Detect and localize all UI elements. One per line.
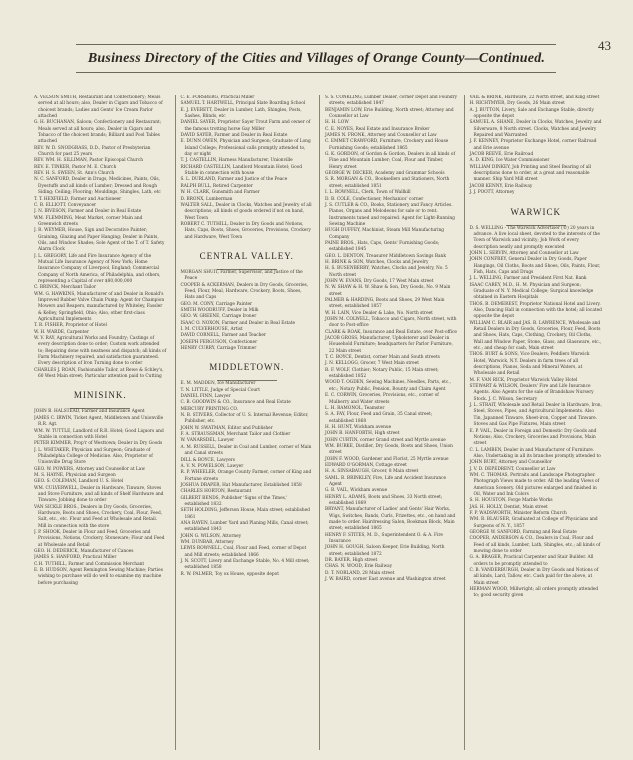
directory-entry: T. J. CASTELLIN, Harness Manufacturer, Unionville bbox=[180, 158, 293, 164]
directory-entry: DILL & BOYCE, Lawyers bbox=[180, 457, 235, 463]
directory-entry: C. BRINCK, Merchant Tailor bbox=[34, 285, 97, 291]
directory-entry: W. V. RAY, Agricultural Works and Foundry; Castings of every description done to order; Custom work attended to; Repairing done with neatness and dispatch; all kinds of Farm Machinery repaired, and satisfaction guaranteed. Every description of Iron Turning done to order bbox=[34, 336, 167, 367]
directory-entry: JOHN W. SWATMAN, Editor and Publisher bbox=[180, 425, 273, 431]
directory-entry: SAMUEL T. HARTWELL, Principal Slate Boarding School bbox=[180, 101, 306, 107]
directory-entry: T. C. BOYCE, Dentist, corner Main and South streets bbox=[325, 355, 440, 361]
directory-entry: REV. W. D. SNODGRASS, D.D., Pastor of Presbyterian Church for past 25 years bbox=[34, 145, 151, 158]
directory-entry: T. T. HEXFIELD, Farmer and Auctioneer bbox=[34, 196, 122, 202]
directory-entry: WM. W. TUTTLE, Landlord of R.R. Hotel; Good Liquors and Stable in connection with Hotel bbox=[34, 428, 164, 440]
section-header bbox=[34, 390, 167, 409]
directory-entry: DAVID CORNELL, Farmer and Teacher bbox=[180, 333, 267, 339]
directory-entry: ISAAC CAREY, M.D., H. M. Physician and Surgeon; Graduate of N. Y. Medical College; Surgical knowledge obtained in Eastern Hospitals bbox=[469, 282, 594, 301]
directory-entry: H. RICHTMYER, Dry Goods, 26 Main street bbox=[469, 101, 565, 107]
directory-entry: F. A. STRAUSSMAN, Merchant Tailor and Clothier bbox=[180, 432, 291, 438]
directory-entry: DANIEL SAYER, Proprietor Sayer Trout Farm and owner of the famous trotting horse Gay Miller bbox=[180, 120, 311, 132]
directory-entry: F. P. WADSWORTH, Minister Reform Church bbox=[469, 510, 567, 516]
directory-entry: HENRY CURRY, Carriage Trimmer bbox=[180, 346, 257, 352]
directory-entry: WM. G. HAWKINS, Manufacturer of and Dealer in Ronald's Improved Rubber Valve Chain Pump; Agent for Champion Mowers and Reapers, manufactured by Whiteley, Fassler & Kelley, Springfield, Ohio; Also, other first-class Agricultural Implements bbox=[34, 291, 165, 323]
directory-entry: D. BRONX, Lumberman bbox=[180, 196, 233, 202]
directory-entry: JOSHUA DRAPER, Hat Manufacturer, Established 1858 bbox=[180, 482, 302, 488]
directory-entry: J. N. KELLOGG, Grocer, 7 West Main street bbox=[325, 361, 419, 367]
directory-entry: THOS. BURT & SONS, Vice Dealers; Peddlers Warwick Hotel, Warwick, N.Y. Dealers in farm trees of all descriptions, Pianos, Soda and Mineral Waters, at Wholesale and Retail bbox=[469, 352, 590, 377]
directory-entry: J. V. D. DEPEDRENT, Counsellor at Law bbox=[469, 466, 556, 472]
directory-entry: C. EMMET CRAWFORD, Furniture, Crockery and House Furnishing Goods; established 1865 bbox=[325, 139, 449, 151]
directory-entry: ISAAC O. NOXON, Farmer and Dealer in Real Estate bbox=[180, 320, 296, 326]
directory-entry: C. E. NOYES, Real Estate and Insurance Broker bbox=[325, 126, 430, 132]
directory-entry: J. L. GREGORY, Life and Fire Insurance Agency of the Mutual Life Insurance Agency of New York; Home Insurance Company of Liverpool, England; Commercial Company of North America, of Philadelphia, and others, representing a Capital of over $80,000,000 bbox=[34, 253, 161, 284]
directory-entry: JOHN F. WOOD, Gardener and Florist, 25 Myrtle avenue bbox=[325, 456, 449, 462]
directory-entry: JOHN B. HANFORTH, High street bbox=[325, 431, 400, 437]
directory-entry: N. W. SHAW & H. W. Shaw & Son, Dry Goods, No. 9 Main street bbox=[325, 285, 451, 297]
directory-entry: D. B. COLE, Confectioner, Mechanics' corner bbox=[325, 196, 424, 202]
directory-entry: WM. B. BLAUSER, Graduated at College of Physicians and Surgeons of N. Y., 1857 bbox=[469, 517, 598, 529]
directory-entry: C. L. LAMBEN, Dealer in and Manufacturer of Furniture. Also, Undertaking in all its branches promptly attended to bbox=[469, 447, 601, 459]
directory-entry: C. B. ELLIOTT, Conveyancer bbox=[34, 202, 97, 208]
directory-entry: WALTER SALL, Dealer in Clocks, Watches and Jewelry of all descriptions; all kinds of goods ordered if not on hand, West Town bbox=[180, 202, 312, 221]
directory-entry: JACOB REEVE, Erie Railroad bbox=[469, 152, 534, 158]
directory-entry: WM. BURKE, Distiller, Dry Goods, Boots and Shoes, Union street bbox=[325, 443, 453, 456]
directory-entry: A. VELSON SMITH, Restaurant and Confectionery; Meals served at all hours; also, Dealer in Cigars and Tobacco of choicest brands; Ladies and Gents' Ice Cream Parlor attached bbox=[34, 95, 163, 120]
directory-entry: E. P. VAIL, Dealer in Foreign and Domestic Dry Goods and Notions; Also, Crockery, Groceries and Provisions, Main street bbox=[469, 428, 597, 447]
directory-entry: SAMUEL A. SHANE, Dealer in Clocks, Watches, Jewelry and Silverware, 8 North street. Clocks, Watches and Jewelry Repaired and Warranted bbox=[469, 120, 602, 139]
directory-entry: T. R. FISHER, Proprietor of Hotel bbox=[34, 323, 107, 329]
directory-entry: PAINE BROS., Hats, Caps, Gents' Furnishing Goods; established 1845 bbox=[325, 240, 440, 253]
directory-entry: WILLIAM C. BLAIR and JAS. B. LAWRENCE, Wholesale and Retail Dealers in Dry Goods, Groceries, Flour, Feed, Boots and Shoes, Hats, Caps, Clothing, Crockery, Oil Cloths, Wall and Window Paper, Stone, Glass, and Glassware, etc., etc.; and cheap for cash, Main street bbox=[469, 320, 602, 352]
directory-entry: JOHN B. HALSTEAD, Farmer and Insurance Agent bbox=[34, 409, 145, 415]
directory-entry: G. K. GORDON, of Gordon & Gordon, Dealers in all kinds of Fine and Mountain Lumber; Coal, Flour and Timber, Henry street bbox=[325, 152, 456, 170]
directory-entry: J. N. SCOTT, Livery and Exchange Stable, No. 4 Mill street; established 1858 bbox=[180, 559, 310, 571]
directory-entry: J. L. WELLING, Farmer and President First Nat. Bank bbox=[469, 276, 587, 282]
directory-entry: GEO. L. DENTON, Treasurer Middletown Savings Bank bbox=[325, 253, 446, 259]
directory-entry: WM. CULVERWELL, Dealer in Hardware, Tinware, Stoves and Stove Furniture, and all kinds of Shelf Hardware and Tinware; Jobbing done to order bbox=[34, 485, 164, 504]
directory-entry: CHAS. N. WOOD, Erie Railway bbox=[325, 564, 393, 570]
directory-entry: E. DUNN OWEN, Physician and Surgeon; Graduate of Long Island College; Professional calls promptly attended to, day or night bbox=[180, 139, 311, 158]
directory-column bbox=[175, 95, 314, 750]
directory-entry: S. R. MORGAN & CO., Booksellers and Stationers, North street; established 1851 bbox=[325, 177, 450, 189]
directory-entry: REV. E. TINKER, Pastor M. E. Church bbox=[34, 164, 117, 170]
directory-entry: W. H. WARDE, Carpenter bbox=[34, 329, 90, 335]
directory-entry: A. J. BUTTON, Livery, Sale and Exchange Stable, directly opposite the depot bbox=[469, 107, 594, 120]
directory-entry: GEO. W. GREENE, Carriage Ironer bbox=[180, 314, 257, 320]
directory-entry: J. P. SHOOK, Dealer in Flour and Feed, Groceries and Provisions, Notions, Crockery, Stoneware; Flour and Feed at Wholesale and Retail bbox=[34, 530, 165, 548]
directory-entry: J. L. STRAIT, Wholesale and Retail Dealer in Hardware, Iron, Steel, Stoves, Pipes, and Agricultural Implements. Also Tin, Japanned Tinware, Sheet-iron, Copper and Tinware. Stoves and Gas Pipe Fixtures, Main street bbox=[469, 403, 602, 428]
directory-entry: JOHN L. SERVIN, Attorney and Counsellor at Law bbox=[469, 250, 579, 256]
directory-entry: REV. H. S. SWEEN, St. Ann's Church bbox=[34, 171, 115, 177]
directory-entry: HERMAN WOOD, Millwright; all orders promptly attended to; good security given bbox=[469, 587, 599, 599]
section-header bbox=[181, 251, 314, 270]
directory-entry: ROBERT C. TUTHILL, Dealer in Dry Goods and Notions, Hats, Caps, Boots, Shoes, Groceries, Provisions, Crockery and Hardware, West Town bbox=[180, 221, 311, 240]
directory-entry: JACOB KENNY, Erie Railway bbox=[469, 183, 533, 189]
directory-entry: GEO. S. COLEMAN, Landlord U. S. Hotel bbox=[34, 479, 124, 485]
directory-entry: DANIEL FINN, Lawyer bbox=[180, 394, 231, 400]
directory-entry: L. H. RAMONOL, Teamster bbox=[325, 405, 385, 411]
directory-entry: C. B. VANDERBURGH, Dealer in Dry Goods and Notions of all kinds, Lard, Tallow, etc. Cash paid for the above, at Main street bbox=[469, 568, 599, 586]
directory-entry: I. L. ROWNELL, Clerk, Town of Wallkill bbox=[325, 190, 411, 196]
directory-entry: HUGH DUFFEY, Machinist, Steam Mill Manufacturing Company bbox=[325, 228, 445, 240]
directory-entry: CLARK & ROAK, Insurance and Real Estate, over Post-office bbox=[325, 329, 457, 335]
directory-entry: JAMES S. HANFORD, Practical Miller bbox=[34, 555, 117, 561]
directory-entry: J. N. IRVESON, Farmer and Dealer in Real Estate bbox=[34, 209, 142, 215]
directory-entry: S. H. HOUSTON, Forge Marble Works bbox=[469, 498, 553, 504]
directory-entry: C.H. TUTHILL, Farmer and Commission Merchant bbox=[34, 561, 145, 567]
directory-entry: H. H. LOW bbox=[325, 120, 349, 126]
directory-entry: E. C. CORWIN, Groceries, Provisions, etc., corner of Mulberry and Water streets bbox=[325, 393, 439, 405]
directory-entry: REV. WM. H. SILLIMAN, Pastor Episcopal Church bbox=[34, 158, 144, 164]
directory-entry: W. H. CLARK, Gunsmith and Farmer bbox=[180, 190, 260, 196]
directory-entry: LEWIS ROWNELL, Coal, Flour and Feed, corner of Depot and Mill streets; established 1866 bbox=[180, 546, 307, 558]
directory-columns bbox=[34, 95, 602, 750]
directory-entry: N. C. SANFORD, Dealer in Drugs, Medicines, Paints, Oils, Dyestuffs and all kinds of Lumber; Dressed and Rough Siding; Ceiling; Flooring; Mouldings, Shingles, Lath, etc bbox=[34, 177, 161, 196]
directory-entry: D. S. WELLING - The Warwick Advertiser (©) 20 years in advance. A live local sheet, devoted to the interests of the Town of Warwick and vicinity; Job Work of every description neatly and promptly executed bbox=[469, 225, 600, 250]
directory-entry: GEO. M. CONY, Carriage Painter bbox=[180, 301, 253, 307]
directory-entry: W. VANARSDEL, Lawyer bbox=[180, 438, 235, 444]
directory-entry: WOOD T. OGDEN, Sewing Machines, Needles, Parts, etc., etc.; Notary Public, Pension, Bounty and Claim Agent bbox=[325, 380, 452, 392]
directory-entry: BRYANT, Manufacturer of Ladies' and Gents' Hair Works, Wigs, Switches, Bands, Curls, Frizettes, etc., on hand and made to order. Hairdressing Salon, Bookman Block, Main street; established 1865 bbox=[325, 507, 456, 532]
directory-entry: E. B. HUDSON, Agent Remington Sewing Machine; Parties wishing to purchase will do well to examine my machine before purchasing bbox=[34, 568, 163, 586]
directory-entry: J. W. BAIRD, corner East avenue and Washington street bbox=[325, 577, 446, 583]
directory-entry: J. J. POOTT, Attorney bbox=[469, 190, 515, 196]
directory-entry: JAS. H. HOLLY, Dentist, Main street bbox=[469, 504, 548, 510]
directory-entry: EDWARD O'GORMAN, Cottage street bbox=[325, 462, 407, 468]
directory-entry: JOHN CONFREY, General Dealer in Dry Goods, Paper Hangings, Oil Cloths, Boots and Shoes, Oils, Paints, Flour, Fish, Hats, Caps and Drugs bbox=[469, 257, 601, 275]
directory-entry: J. R. WEYMER, House, Sign and Decorative Painter; Graining, Glazing and Paper Hanging; Dealer in Paints, Oils, and Window Shades; Sole Agent of the T. of T. Safety Alarm Clock bbox=[34, 228, 165, 253]
directory-entry: S. S. CONKLING, Lumber Dealer, corner Depot and Foundry streets; established 1847 bbox=[325, 95, 458, 107]
directory-entry: THOS. B. DEMEREST, Proprietor National Hotel and Livery. Also, Dancing Hall in connection with the hotel; all located opposite the depot bbox=[469, 301, 602, 320]
page-title: Business Directory of the Cities and Villages of Orange County—Continued. bbox=[87, 51, 546, 66]
header-rule-top bbox=[76, 44, 556, 45]
directory-entry: A. D. KING, Ice Water Commissioner bbox=[469, 158, 550, 164]
directory-entry: SMITH WOODRUFF, Dealer in Milk bbox=[180, 307, 259, 313]
directory-entry: COOPER, ANDERSON & CO., Dealers in Coal, Flour and Feed of all kinds, Lumber, Lath, Shingles, etc.; all kinds of mowing done to order bbox=[469, 536, 601, 555]
directory-column bbox=[464, 95, 603, 750]
directory-entry: JOHN CURTIN, corner Grand street and Myrtle avenue bbox=[325, 437, 446, 443]
directory-entry: R. F. WOLF, Clothier; Notary Public, 15 Main street; established 1852 bbox=[325, 367, 439, 380]
directory-entry: W. H. LAIN, Vice Dealer & Lake, No. North street bbox=[325, 310, 433, 316]
directory-entry: MERCURY PRINTING CO. bbox=[180, 406, 239, 412]
header-rule-bottom bbox=[76, 72, 556, 73]
directory-entry: VAIL & BRINK, Hardware, 22 North street, and King street bbox=[469, 95, 600, 100]
directory-entry: COOPER & ACKERMAN, Dealers in Dry Goods, Groceries, Feed, Flour, Meal, Hardware, Crockery, Boots, Shoes, Hats and Caps bbox=[180, 282, 309, 301]
directory-entry: SETH HOLDING, Jefferson House, Main street; established 1861 bbox=[180, 508, 310, 520]
directory-entry: ANA RAYEN, Lumber Yard and Planing Mills, Canal street; established 1843 bbox=[180, 520, 309, 533]
section-header bbox=[470, 207, 603, 226]
directory-entry: HENRY L. ADAMS, Boots and Shoes, 33 North street; established 1869 bbox=[325, 494, 443, 506]
directory-column bbox=[319, 95, 458, 750]
directory-entry: SAML. B. BRINKLEY, Fire, Life and Accident Insurance Agent bbox=[325, 475, 447, 487]
directory-entry: PALMER & HARDING, Boots and Shoes, 29 West Main street; established 1857 bbox=[325, 298, 445, 310]
directory-entry: JOHN H. GOUGH, Saloon Keeper, Erie Building, North street; established 1872 bbox=[325, 545, 445, 557]
directory-entry: C. B. GOODWIN & CO., Insurance and Real Estate bbox=[180, 400, 291, 406]
directory-entry: H. A. SINSABAUGH, Grocer, 8 Main street bbox=[325, 469, 419, 475]
directory-entry: C. E. FORSBERG, Practical Miller bbox=[180, 95, 255, 100]
directory-entry: JOHN BURT, Attorney and Counsellor bbox=[469, 460, 552, 466]
directory-entry: HENRY F. STITES, M. D., Superintendent O. & A. Fire Insurance bbox=[325, 532, 443, 545]
directory-entry: E. M. MADDEN, Ice Manufacturer bbox=[180, 381, 256, 387]
directory-entry: S. L. DURLAND, Farmer and Justice of the Peace bbox=[180, 177, 288, 183]
directory-entry: R. W. PALMER, Toy ox House, opposite depot bbox=[180, 571, 279, 577]
directory-entry: CHARLES HORTON, Restaurant bbox=[180, 489, 252, 495]
directory-entry: GEO. H. DEDERICK, Manufacturer of Canoes bbox=[34, 549, 134, 555]
directory-entry: G. A. BRAGER, Practical Carpenter and Stair Builder. All orders to be promptly attended to bbox=[469, 555, 594, 567]
directory-entry: DR. BAYER, High street bbox=[325, 558, 378, 564]
directory-entry: H. H. HUNT, Wickham avenue bbox=[325, 424, 392, 430]
directory-entry: I. M. CULVERHOUSE, Artist bbox=[180, 327, 243, 332]
page-number: 43 bbox=[598, 38, 611, 53]
directory-entry: RICHARD CASTELLIN, Landlord Mountain Hotel; Good Stable in connection with house bbox=[180, 164, 303, 177]
directory-entry: A. M. RUSSELL, Dealer in Coal and Lumber, corner of Main and Canal streets bbox=[180, 444, 312, 457]
directory-entry: JAMES C. IRWIN, Ticket Agent, Middletown and Unionville R.R. Agt. bbox=[34, 415, 164, 428]
directory-entry: N. B. STIVERS, Collector of U. S. Internal Revenue; Editor, Publisher, etc. bbox=[180, 413, 309, 425]
directory-entry: JOHN G. WILSON, Attorney bbox=[180, 533, 242, 539]
directory-entry: D. T. NORLAND, 28 Main street bbox=[325, 570, 395, 576]
directory-entry: E. J. EVERETT, Dealer in Lumber, Lath, Shingles, Posts, Sashes, Blinds, etc bbox=[180, 107, 302, 120]
section-heading: CENTRAL VALLEY. bbox=[199, 250, 294, 261]
directory-entry: G. B. VAIL, Wickham avenue bbox=[325, 488, 388, 494]
directory-entry: BENJAMIN LOW, Erie Building, North street; Attorney and Counsellor at Law bbox=[325, 107, 454, 120]
directory-entry: PETER KIMMER, Prop'r of Westtown; Dealer in Dry Goods bbox=[34, 441, 163, 447]
directory-entry: A. V. N. POWELSON, Lawyer bbox=[180, 463, 244, 469]
section-heading: WARWICK bbox=[510, 206, 561, 217]
directory-entry: J. L. WHITAKER, Physician and Surgeon; Graduate of Philadelphia College of Medicine. Also, Proprietor of Unionville Drug Store bbox=[34, 447, 153, 466]
directory-column bbox=[34, 95, 169, 750]
directory-entry: GILBERT BENDS, Publisher 'Signs of the Times,' established 1832 bbox=[180, 495, 288, 507]
directory-entry: JOHN W. EVANS, Dry Goods, 17 West Main street bbox=[325, 278, 434, 284]
directory-entry: RALPH BULL, Retired Carpenter bbox=[180, 183, 253, 189]
directory-entry: M. S. HAYNE, Physician and Surgeon bbox=[34, 472, 116, 478]
directory-entry: JOHN M. COLWELL, Tobacco and Cigars, North street, with door to Post-office bbox=[325, 317, 457, 329]
section-heading: MINISINK. bbox=[73, 390, 127, 401]
directory-entry: GEORGE W. SANFORD, Farming and Real Estate bbox=[469, 530, 577, 535]
directory-entry: DAVID SAYER, Farmer and Dealer in Real Estate bbox=[180, 133, 288, 139]
section-header bbox=[181, 362, 314, 381]
directory-entry: MORGAN SHUIT, Farmer, Supervisor, and Justice of the Peace bbox=[180, 269, 303, 282]
section-heading: MIDDLETOWN. bbox=[209, 362, 285, 373]
directory-entry: STEWART & WILSON, Dealers' Fire and Life Insurance Agents. Also Agents for the sale of Brandshaw Nursery Stock. J. C. Wilson, Secretary bbox=[469, 384, 594, 402]
directory-entry: JACOB GROSS, Manufacturer, Upholsterer and Dealer in Household Furniture; headquarters for Parlor Furniture, 22 Main street bbox=[325, 336, 453, 354]
directory-entry: R. P. WHEELER, Orange County Farmer, corner of King and Fortune streets bbox=[180, 470, 312, 482]
directory-entry: JOSEPH FERGUSON, Confectioner bbox=[180, 339, 258, 345]
directory-entry: T. N. LITTLE, Judge of Special Court bbox=[180, 387, 260, 393]
directory-entry: GEORGE W. DECKER, Academy and Grammar Schools bbox=[325, 171, 445, 177]
directory-entry: M. F. VAN RICK, Proprietor Warwick Valley Hotel bbox=[469, 377, 578, 383]
directory-entry: J. S. CUTLER & CO., Books, Stationery and Fancy Articles. Pianos, Organs and Melodeons for sale or to rent. Instruments tuned and repaired. Agent for Light-Running Sewing Machine bbox=[325, 202, 455, 227]
directory-entry: WM. DUNBAR, Attorney bbox=[180, 539, 234, 545]
directory-entry: GEO. W. POWERS, Attorney and Counsellor at Law bbox=[34, 466, 146, 472]
directory-entry: CHARLES J. ROAN, Fashionable Tailor, at Rewe & Schley's, 60 West Main street; Particular attention paid to Cutting bbox=[34, 367, 164, 380]
directory-entry: VAN SICKLE BROS., Dealers in Dry Goods, Groceries, Hardware, Boots and Shoes, Crockery, Coal, Flour, Feed, Salt, etc., etc. Flour and Feed at Wholesale and Retail. Mill in connection with the store bbox=[34, 504, 163, 529]
directory-entry: H. BRINK & SON, Watches, Clocks and Jewelry bbox=[325, 259, 429, 265]
directory-entry: JAMES N. FRONK, Attorney and Counsellor at Law bbox=[325, 133, 437, 139]
directory-entry: WM. FLEMMING, Meat Market, corner Main and Greenwich streets bbox=[34, 215, 143, 227]
directory-entry: WILLIAM DINKEY, Job Printing and Steel Bearing of all descriptions done to order, at a great and reasonable manner. Ship Yard Mill street bbox=[469, 164, 592, 183]
directory-entry: WM. C. THOMAS, Portraits and Landscape Photographer. Photograph Views made to order. All the leading Views of American Scenery. Old pictures enlarged and finished in Oil, Water and Ink Colors bbox=[469, 472, 600, 497]
directory-entry: H. S. BUSENBERRY, Watches, Clocks and Jewelry, No. 5 North street bbox=[325, 266, 448, 278]
directory-entry: G. H. BUCHANAN, Saloon; Confectionery and Restaurant; Meals served at all hours; also, Dealer in Cigars and Tobacco of the choicest brands; Billiard and Pool Tables attached bbox=[34, 120, 162, 145]
directory-entry: J. F. KENNEY, Proprietor Exchange Hotel, corner Railroad and Erie avenue bbox=[469, 139, 597, 151]
directory-entry: S. A. FAY, Flour, Feed and Grain, 35 Canal street; established 1868 bbox=[325, 412, 433, 424]
